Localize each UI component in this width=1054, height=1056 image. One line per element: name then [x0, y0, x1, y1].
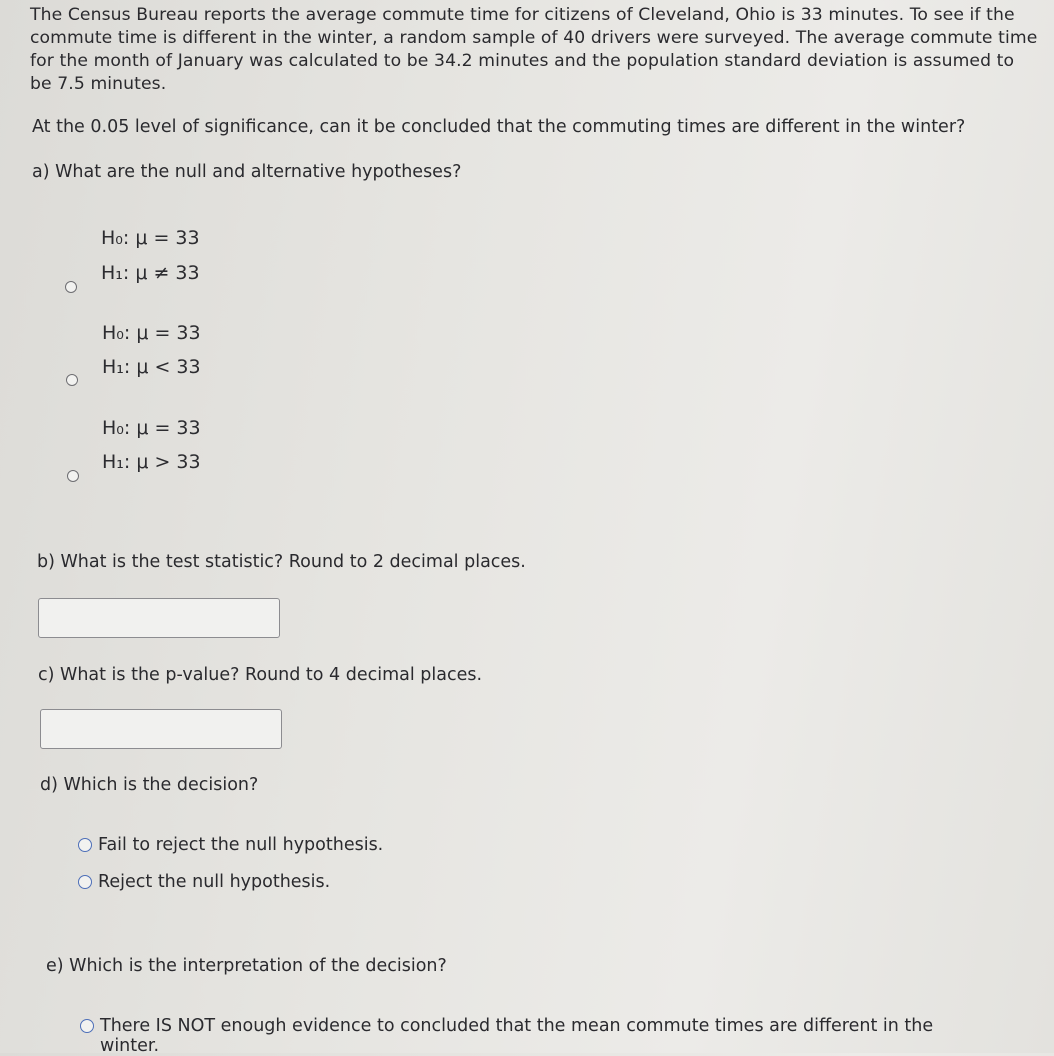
radio-button[interactable]	[67, 470, 79, 482]
alternative-hypothesis: H₁: μ < 33	[102, 356, 201, 378]
decision-option-fail-to-reject[interactable]	[78, 835, 383, 855]
interpretation-option-label: There IS NOT enough evidence to concluded that the mean commute times are different in the winter.	[100, 1016, 934, 1056]
part-b-prompt: b) What is the test statistic? Round to 2 decimal places.	[37, 552, 526, 572]
radio-button[interactable]	[78, 875, 92, 889]
part-a-prompt: a) What are the null and alternative hypotheses?	[32, 162, 462, 182]
decision-option-reject[interactable]	[78, 872, 330, 892]
part-d-prompt: d) Which is the decision?	[40, 775, 259, 795]
null-hypothesis: H₀: μ = 33	[102, 322, 201, 344]
part-c-prompt: c) What is the p-value? Round to 4 decimal places.	[38, 665, 483, 685]
decision-option-label: Fail to reject the null hypothesis.	[98, 835, 384, 855]
interpretation-option-not-enough[interactable]	[80, 1016, 980, 1056]
alternative-hypothesis: H₁: μ > 33	[102, 451, 201, 473]
null-hypothesis: H₀: μ = 33	[102, 417, 201, 439]
radio-button[interactable]	[78, 838, 92, 852]
null-hypothesis: H₀: μ = 33	[101, 227, 200, 249]
alternative-hypothesis: H₁: μ ≠ 33	[101, 262, 200, 284]
radio-button[interactable]	[66, 374, 78, 386]
part-e-prompt: e) Which is the interpretation of the decision?	[46, 956, 447, 976]
radio-button[interactable]	[80, 1019, 94, 1033]
p-value-input[interactable]	[40, 709, 282, 749]
test-statistic-input[interactable]	[38, 598, 280, 638]
problem-intro: The Census Bureau reports the average commute time for citizens of Cleveland, Ohio is 33 minutes. To see if the commute time is different in the winter, a random sample of 40 drivers were surveyed. The average commute time for the month of January was calculated to be 34.2 minutes and the population standard deviation is assumed to be 7.5 minutes.	[30, 5, 1038, 94]
problem-question: At the 0.05 level of significance, can it be concluded that the commuting times are different in the winter?	[32, 117, 966, 137]
decision-option-label: Reject the null hypothesis.	[98, 872, 331, 892]
radio-button[interactable]	[65, 281, 77, 293]
